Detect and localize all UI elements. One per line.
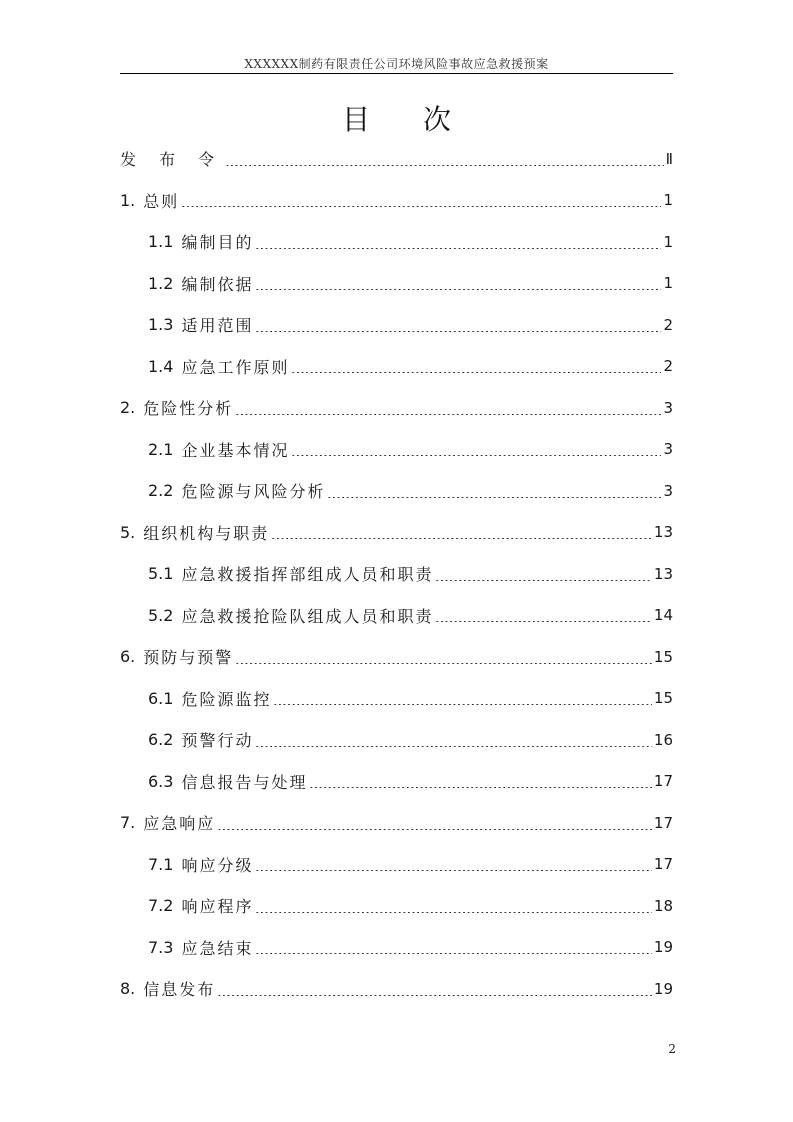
dot-leader [291,372,661,373]
toc-entry-number: 7.1 [148,854,174,874]
toc-entry-number: 1.3 [148,315,174,335]
toc-entry-number: 1.4 [148,356,174,376]
toc-entry-label: 应急救援指挥部组成人员和职责 [181,565,434,585]
dot-leader [235,663,652,664]
toc-entry-label: 危险源与风险分析 [181,482,326,502]
toc-entry-number: 2.2 [148,481,174,501]
toc-entry[interactable] [120,927,673,969]
table-of-contents [120,138,673,1010]
toc-entry[interactable] [120,512,673,554]
toc-entry-number: 6.3 [148,771,174,791]
dot-leader [435,580,651,581]
toc-entry-number: 1.2 [148,273,174,293]
toc-entry-number: 7.3 [148,937,174,957]
dot-leader [217,829,652,830]
toc-entry-label: 响应程序 [181,897,254,917]
toc-entry-page: 14 [653,606,673,625]
dot-leader [291,455,661,456]
toc-entry-number: 5. [120,522,136,542]
toc-title: 目 次 [342,103,473,136]
header-rule [120,73,673,74]
toc-entry-label: 应急响应 [143,814,216,834]
toc-entry[interactable] [120,802,673,844]
toc-entry[interactable] [120,968,673,1010]
toc-entry[interactable] [120,636,673,678]
toc-entry-page: 2 [663,315,673,334]
toc-entry[interactable] [120,885,673,927]
toc-entry[interactable] [120,761,673,803]
toc-entry[interactable] [120,429,673,471]
toc-entry-label: 企业基本情况 [181,440,290,460]
toc-entry-label: 适用范围 [181,316,254,336]
toc-entry[interactable] [120,180,673,222]
dot-leader [273,704,651,705]
toc-entry-page: Ⅱ [665,149,673,168]
toc-entry-number: 5.1 [148,564,174,584]
toc-entry-page: 19 [653,979,673,998]
toc-entry-page: 17 [653,855,673,874]
toc-entry-label: 信息发布 [143,980,216,1000]
dot-leader [225,165,663,166]
toc-entry[interactable] [120,221,673,263]
toc-entry[interactable] [120,678,673,720]
toc-entry-number: 7.2 [148,896,174,916]
toc-entry-page: 13 [653,564,673,583]
toc-entry-page: 18 [653,896,673,915]
toc-entry-page: 17 [653,772,673,791]
toc-entry-label: 预警行动 [181,731,254,751]
toc-entry[interactable] [120,595,673,637]
toc-entry-label: 总则 [143,191,180,211]
toc-entry-label: 组织机构与职责 [143,523,270,543]
toc-entry-number: 2. [120,398,136,418]
dot-leader [181,206,661,207]
toc-entry[interactable] [120,138,673,180]
dot-leader [255,746,651,747]
toc-entry[interactable] [120,304,673,346]
page-number: 2 [668,1042,676,1056]
toc-entry[interactable] [120,553,673,595]
toc-entry-number: 7. [120,813,136,833]
toc-entry-page: 3 [663,440,673,459]
toc-entry[interactable] [120,844,673,886]
toc-entry[interactable] [120,470,673,512]
toc-entry-label: 编制目的 [181,233,254,253]
dot-leader [327,497,661,498]
toc-entry-number: 1. [120,190,136,210]
dot-leader [309,787,651,788]
toc-entry-page: 3 [663,481,673,500]
toc-entry-number: 8. [120,979,136,999]
toc-entry-label: 危险性分析 [143,399,234,419]
toc-entry-page: 13 [653,523,673,542]
toc-entry-label: 应急结束 [181,938,254,958]
toc-entry-number: 2.1 [148,439,174,459]
dot-leader [255,870,651,871]
toc-entry-number: 1.1 [148,232,174,252]
toc-entry[interactable] [120,387,673,429]
toc-entry-label: 危险源监控 [181,689,272,709]
dot-leader [255,912,651,913]
toc-entry-label: 应急工作原则 [181,357,290,377]
toc-entry-page: 1 [663,191,673,210]
toc-entry-page: 2 [663,357,673,376]
toc-entry-label: 编制依据 [181,274,254,294]
toc-entry-page: 1 [663,232,673,251]
dot-leader [435,621,651,622]
dot-leader [217,995,652,996]
toc-entry-page: 19 [653,938,673,957]
toc-entry-label: 发 布 令 [120,150,224,170]
toc-entry-label: 预防与预警 [143,648,234,668]
toc-entry-page: 17 [653,813,673,832]
toc-entry-page: 15 [653,647,673,666]
toc-entry[interactable] [120,719,673,761]
toc-entry[interactable] [120,263,673,305]
toc-entry-page: 3 [663,398,673,417]
dot-leader [255,289,661,290]
dot-leader [235,414,661,415]
toc-entry-number: 6.1 [148,688,174,708]
toc-entry-number: 5.2 [148,605,174,625]
dot-leader [255,331,661,332]
toc-entry-page: 15 [653,689,673,708]
dot-leader [255,248,661,249]
toc-entry-page: 16 [653,730,673,749]
toc-entry-label: 应急救援抢险队组成人员和职责 [181,606,434,626]
toc-entry-label: 信息报告与处理 [181,772,308,792]
dot-leader [255,953,651,954]
running-header: XXXXXX制药有限责任公司环境风险事故应急救援预案 [244,57,549,71]
toc-entry-number: 6. [120,647,136,667]
dot-leader [271,538,652,539]
toc-entry-page: 1 [663,274,673,293]
toc-entry[interactable] [120,346,673,388]
toc-entry-number: 6.2 [148,730,174,750]
toc-entry-label: 响应分级 [181,855,254,875]
